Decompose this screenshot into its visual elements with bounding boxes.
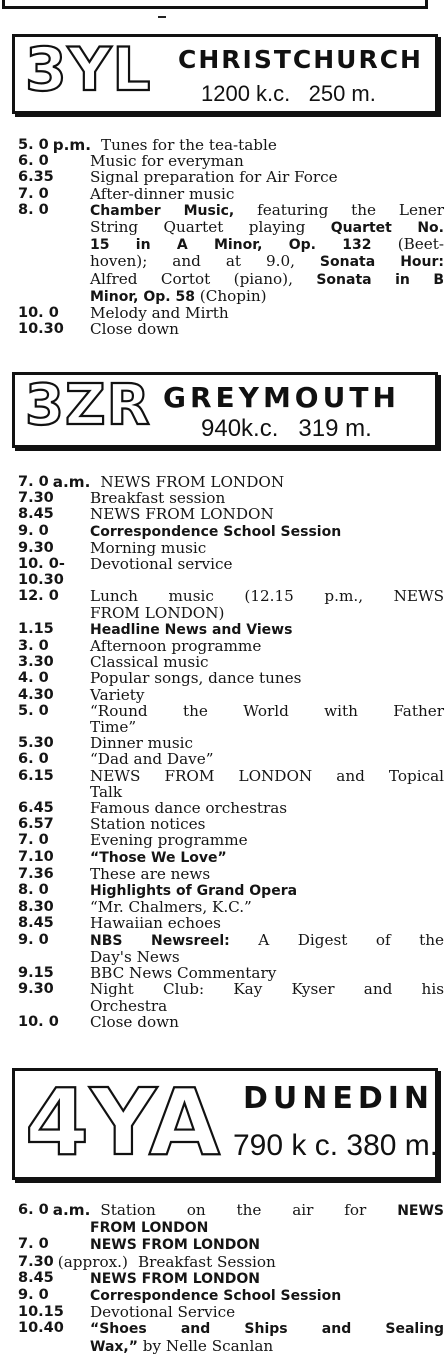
program-title-bold: Sonata in B [316,271,444,288]
station-frequency: 790 k c. 380 m. [233,1129,439,1162]
schedule-program [90,882,444,899]
schedule-item [18,1236,444,1253]
time-text: 7.36 [18,865,54,882]
schedule-program [90,670,444,686]
schedule-4ya [18,1202,444,1355]
schedule-item-continuation [18,1219,444,1236]
program-text: Station notices [90,815,206,834]
schedule-item [18,556,444,588]
program-text: Signal preparation for Air Force [90,168,338,187]
time-text: 7.30 [18,490,54,507]
schedule-program [90,186,444,202]
time-text: 5. 0 [18,137,49,153]
time-text: 9.30 [18,539,54,556]
schedule-program [90,638,444,654]
schedule-item [18,800,444,816]
time-text: 4.30 [18,686,54,703]
program-title-bold: Quartet No. [330,220,444,237]
time-spacer [18,605,90,621]
schedule-item [18,638,444,654]
schedule-program [90,981,444,997]
schedule-program [90,866,444,882]
schedule-time [18,1304,90,1320]
time-spacer [18,219,90,236]
time-text: 7. 0 [18,832,49,849]
program-text: Classical music [90,653,209,672]
schedule-program [90,321,444,337]
station-call-sign: 3YL [25,35,152,105]
schedule-item-continuation [18,271,444,288]
schedule-program [53,474,444,490]
program-text: Music for everyman [90,152,244,171]
schedule-time [18,816,90,832]
schedule-program [90,523,444,540]
schedule-item [18,1254,444,1270]
time-text: 8.45 [18,915,54,932]
time-spacer [18,998,90,1014]
schedule-program [90,751,444,767]
program-text: hoven); and at 9.0, [90,252,320,271]
program-text: Night Club: Kay Kyser and his [90,980,444,999]
program-text: Day's News [90,947,180,966]
program-text: “Round the World with Father [90,701,444,720]
schedule-item [18,1287,444,1304]
time-text: 9. 0 [18,522,49,539]
schedule-item [18,137,444,153]
schedule-item-continuation [18,719,444,735]
time-text: 6. 0 [18,1202,49,1218]
schedule-program [90,800,444,816]
schedule-item [18,849,444,866]
schedule-program [90,965,444,981]
schedule-program [90,202,444,219]
program-text: Time” [90,718,137,737]
schedule-item [18,169,444,185]
time-text: 9. 0 [18,1287,49,1304]
schedule-program [90,1014,444,1030]
schedule-program [90,305,444,321]
time-spacer [18,1219,90,1236]
schedule-item [18,932,444,949]
program-continuation [90,605,444,621]
schedule-item-continuation [18,1338,444,1355]
program-text: Close down [90,320,179,339]
schedule-program [90,1236,444,1253]
schedule-time [18,474,49,490]
schedule-item [18,866,444,882]
program-text: (Chopin) [194,286,267,305]
station-frequency: 940k.c. 319 m. [201,415,372,442]
program-continuation [90,253,444,270]
schedule-item [18,186,444,202]
schedule-time [18,490,90,506]
schedule-item [18,588,444,604]
schedule-program [90,932,444,949]
schedule-program [90,832,444,848]
schedule-item [18,1304,444,1320]
time-text: 8. 0 [18,201,49,218]
time-text: 6. 0 [18,153,49,170]
time-text: 9. 0 [18,931,49,948]
schedule-program [90,654,444,670]
schedule-item-continuation [18,784,444,800]
schedule-program [90,849,444,866]
program-text: These are news [90,864,211,883]
program-text: Famous dance orchestras [90,799,288,818]
schedule-item [18,506,444,522]
time-text: 3. 0 [18,638,49,655]
station-banner-4ya [12,1068,438,1180]
schedule-time [18,832,90,848]
time-text: 10. 0-10.30 [18,556,65,589]
schedule-time [18,1014,90,1030]
schedule-time [18,321,90,337]
time-text: 5. 0 [18,702,49,719]
program-text: “Dad and Dave” [90,750,214,769]
schedule-program [90,1287,444,1304]
schedule-item [18,735,444,751]
program-title-bold: NEWS FROM LONDON [90,1270,261,1287]
schedule-time [18,751,90,767]
schedule-item-continuation [18,219,444,236]
schedule-program [90,540,444,556]
time-text: 10.40 [18,1320,64,1337]
time-text: 6.45 [18,800,54,817]
schedule-3zr [18,474,444,1030]
schedule-time [18,523,90,540]
time-text: 7. 0 [18,185,49,202]
am-pm-label: a.m. [52,1201,91,1219]
program-title-bold: “Those We Love” [90,849,227,866]
schedule-time [18,703,90,719]
schedule-item [18,1270,444,1287]
schedule-program [90,169,444,185]
station-city: CHRISTCHURCH [178,45,423,74]
schedule-time [18,981,90,997]
schedule-time [18,915,90,931]
schedule-item [18,687,444,703]
schedule-time [18,621,90,638]
program-title-bold: NEWS FROM LONDON [90,1237,261,1254]
schedule-program [90,506,444,522]
schedule-program [90,687,444,703]
time-spacer [18,288,90,305]
am-pm-label: a.m. [52,473,91,491]
program-text: Orchestra [90,996,168,1015]
time-text: 6.57 [18,816,54,833]
time-text: 10.15 [18,1304,64,1321]
schedule-item [18,768,444,784]
station-banner-3yl [12,34,438,114]
program-title-bold: 15 in A Minor, Op. 132 [90,237,372,254]
program-continuation [90,271,444,288]
time-spacer [18,1338,90,1355]
schedule-item [18,202,444,219]
schedule-time [18,849,90,866]
schedule-item [18,474,444,490]
program-title-bold: “Shoes and Ships and Sealing [90,1321,444,1338]
am-pm-label: p.m. [52,136,91,154]
time-spacer [18,271,90,288]
program-text: by Nelle Scanlan [137,1336,274,1355]
program-continuation [90,1338,444,1355]
schedule-item [18,703,444,719]
program-text: NEWS FROM LONDON [100,473,285,491]
schedule-item [18,305,444,321]
schedule-time [18,965,90,981]
station-banner-3zr [12,372,438,448]
schedule-time [18,800,90,816]
program-continuation [90,236,444,253]
program-text: Variety [90,685,145,704]
time-text: 6. 0 [18,751,49,768]
schedule-item [18,981,444,997]
schedule-time [18,866,90,882]
program-text: Popular songs, dance tunes [90,669,302,688]
program-text: String Quartet playing [90,218,331,237]
schedule-time [18,506,90,522]
program-text: A Digest of the [229,930,444,949]
program-text: NEWS FROM LONDON and Topical [90,766,444,785]
program-text: Close down [90,1012,179,1031]
schedule-time [18,169,90,185]
program-text: Afternoon programme [90,637,262,656]
schedule-program [90,490,444,506]
program-text: Alfred Cortot (piano), [90,269,317,288]
program-title-bold: Headline News and Views [90,621,293,638]
schedule-item [18,882,444,899]
program-title-bold: Wax,” [90,1338,138,1355]
schedule-program [90,1320,444,1337]
schedule-program [58,1254,444,1270]
schedule-item [18,832,444,848]
program-continuation [90,288,444,305]
program-title-bold: Highlights of Grand Opera [90,883,298,900]
program-text: Evening programme [90,831,248,850]
time-spacer [18,253,90,270]
schedule-time [18,202,90,219]
schedule-time [18,186,90,202]
time-text: 12. 0 [18,588,59,605]
schedule-time [18,1202,49,1219]
program-continuation [90,1219,444,1236]
program-text: Hawaiian echoes [90,914,221,933]
schedule-program [90,899,444,915]
program-title-bold: NBS Newsreel: [90,932,230,949]
schedule-time [18,556,90,588]
program-text: Lunch music (12.15 p.m., NEWS [90,587,444,606]
program-title-bold: FROM LONDON [90,1220,209,1237]
time-spacer [18,784,90,800]
schedule-item [18,915,444,931]
schedule-item [18,899,444,915]
schedule-item [18,321,444,337]
time-text: 8.30 [18,899,54,916]
schedule-program [90,735,444,751]
time-spacer [18,236,90,253]
schedule-time [18,735,90,751]
program-continuation [90,719,444,735]
time-text: 4. 0 [18,670,49,687]
schedule-item-continuation [18,288,444,305]
schedule-program [90,816,444,832]
program-text: Morning music [90,538,207,557]
program-continuation [90,998,444,1014]
schedule-program [90,915,444,931]
time-text: 9.15 [18,965,54,982]
schedule-time [18,882,90,899]
page-mark [158,16,166,18]
schedule-item [18,816,444,832]
program-text: (Beet- [371,235,445,254]
program-text: Devotional Service [90,1303,236,1322]
program-text: Melody and Mirth [90,304,229,323]
schedule-item [18,1014,444,1030]
program-continuation [90,784,444,800]
time-text: 8.45 [18,1269,54,1286]
schedule-program [90,768,444,784]
schedule-item [18,540,444,556]
schedule-time [18,1320,90,1337]
schedule-item [18,670,444,686]
schedule-item [18,153,444,169]
program-text: Dinner music [90,734,194,753]
schedule-item [18,523,444,540]
program-text: Breakfast Session [137,1252,276,1271]
time-text: 9.30 [18,981,54,998]
program-text: Devotional service [90,555,233,574]
schedule-item-continuation [18,949,444,965]
time-text: 6.15 [18,767,54,784]
schedule-item-continuation [18,253,444,270]
schedule-time [18,305,90,321]
schedule-program [90,153,444,169]
time-text: 5.30 [18,735,54,752]
time-text: 8. 0 [18,882,49,899]
time-spacer [18,949,90,965]
schedule-program [53,137,444,153]
station-frequency: 1200 k.c. 250 m. [201,81,376,106]
time-text: 7. 0 [18,1236,49,1253]
program-title-bold: Minor, Op. 58 [90,288,195,305]
schedule-time [18,654,90,670]
program-text: Tunes for the tea-table [101,136,277,154]
time-text: 10. 0 [18,305,59,322]
schedule-program [90,703,444,719]
time-text: 3.30 [18,654,54,671]
schedule-program [90,1304,444,1320]
program-text: Talk [90,782,123,801]
schedule-item [18,1202,444,1219]
time-text: 7.30 [18,1253,54,1270]
schedule-time [18,1287,90,1304]
program-title-bold: Sonata Hour: [319,254,445,271]
program-continuation [90,219,444,236]
schedule-3yl [18,137,444,337]
station-city: DUNEDIN [243,1081,435,1116]
schedule-item-continuation [18,605,444,621]
schedule-time [18,137,49,153]
schedule-time [18,1236,90,1253]
schedule-program [90,556,444,588]
program-title-bold: Correspondence School Session [90,1288,342,1305]
program-text: Breakfast session [90,489,226,508]
program-title-bold: Correspondence School Session [90,523,342,540]
schedule-time [18,588,90,604]
schedule-time [18,932,90,949]
schedule-time [18,1254,54,1270]
time-text: 10.30 [18,321,64,338]
schedule-item [18,751,444,767]
program-title-bold: Chamber Music, [90,202,235,219]
previous-station-box-border [2,0,428,9]
time-text: 6.35 [18,169,54,186]
schedule-time [18,638,90,654]
schedule-program [53,1202,444,1219]
schedule-program [90,588,444,604]
schedule-item-continuation [18,236,444,253]
schedule-time [18,899,90,915]
program-text: BBC News Commentary [90,964,277,983]
program-text: NEWS FROM LONDON [90,505,274,524]
station-call-sign: 4YA [25,1069,222,1176]
schedule-time [18,153,90,169]
time-spacer [18,719,90,735]
station-city: GREYMOUTH [163,381,400,414]
schedule-program [90,1270,444,1287]
schedule-item [18,490,444,506]
program-text: After-dinner music [90,184,235,203]
schedule-time [18,768,90,784]
program-title-bold: NEWS [397,1203,444,1219]
program-continuation [90,949,444,965]
program-text: Station on the air for [100,1201,398,1219]
time-text: 7.10 [18,848,54,865]
program-text: “Mr. Chalmers, K.C.” [90,898,252,917]
schedule-item-continuation [18,998,444,1014]
station-call-sign: 3ZR [25,373,151,438]
program-text: FROM LONDON) [90,603,225,622]
program-text: featuring the Lener [234,200,444,219]
time-text: 10. 0 [18,1013,59,1030]
schedule-time [18,1270,90,1287]
time-text: 8.45 [18,506,54,523]
schedule-item [18,654,444,670]
time-text: 7. 0 [18,474,49,490]
schedule-time [18,670,90,686]
schedule-item [18,965,444,981]
schedule-program [90,621,444,638]
schedule-item [18,1320,444,1337]
time-text: 1.15 [18,620,54,637]
schedule-time [18,687,90,703]
am-pm-label: (approx.) [57,1252,128,1271]
schedule-item [18,621,444,638]
schedule-time [18,540,90,556]
